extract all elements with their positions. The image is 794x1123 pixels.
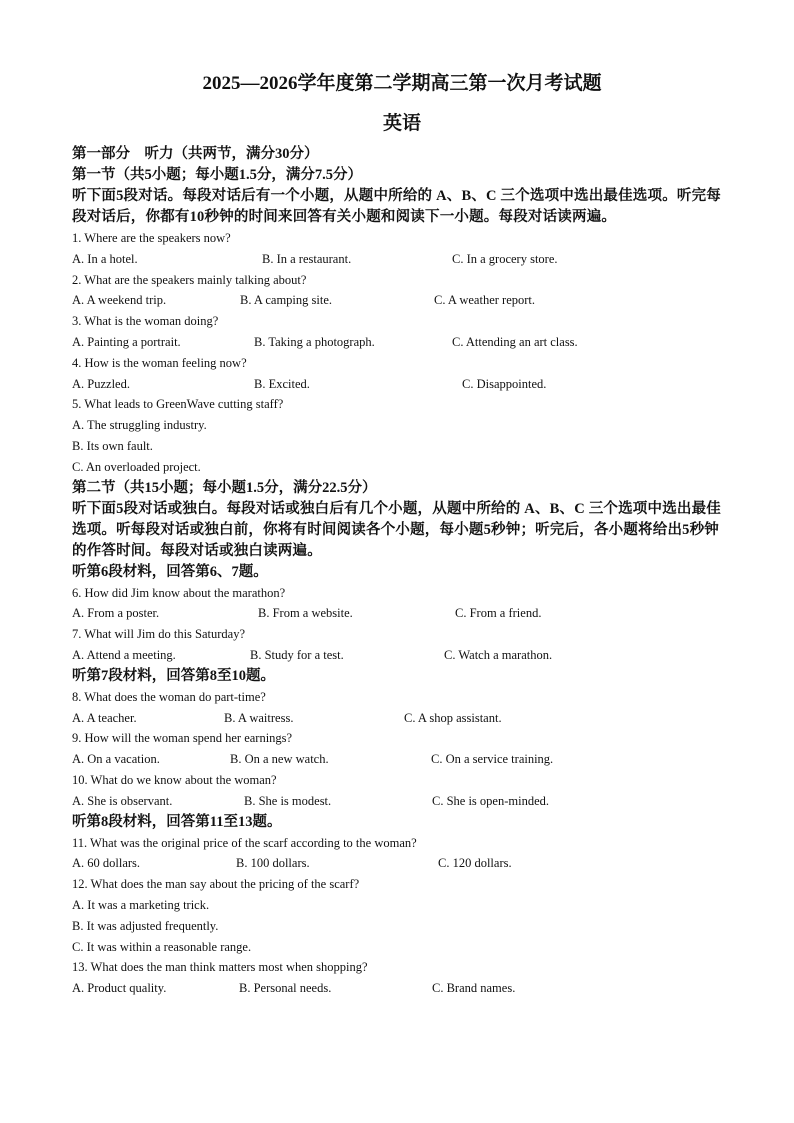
option-c: C. Disappointed. [462, 376, 547, 391]
option-c: C. She is open-minded. [432, 793, 550, 808]
option-c: C. A weather report. [434, 293, 536, 308]
options-9 [72, 749, 732, 770]
question-2: 2. What are the speakers mainly talking about? [72, 272, 307, 287]
option-b: B. Taking a photograph. [254, 334, 375, 349]
question-9: 9. How will the woman spend her earnings? [72, 731, 293, 746]
options-7 [72, 645, 732, 666]
material-8-heading: 听第8段材料，回答第11至13题。 [72, 813, 282, 830]
section2-instruction: 听下面5段对话或独白。每段对话或独白后有几个小题，从题中所给的 A、B、C 三个选项中选出最佳选项。听每段对话或独白前，你将有时间阅读各个小题，每小题5秒钟；听完后，各小题将给出5秒钟的作答时间。每段对话或独白读两遍。 [72, 500, 722, 559]
option-b: B. A waitress. [224, 710, 294, 725]
section2-heading: 第二节（共15小题；每小题1.5分，满分22.5分） [72, 479, 377, 496]
material-7-heading: 听第7段材料，回答第8至10题。 [72, 667, 275, 684]
option-b: B. On a new watch. [230, 752, 329, 767]
option-a: A. On a vacation. [72, 752, 160, 767]
options-3 [72, 332, 732, 353]
exam-title: 2025—2026学年度第二学期高三第一次月考试题 [202, 73, 602, 94]
question-11: 11. What was the original price of the scarf according to the woman? [72, 835, 417, 850]
question-7: 7. What will Jim do this Saturday? [72, 627, 246, 642]
option-c: C. From a friend. [455, 606, 542, 621]
option-a: A. The struggling industry. [72, 418, 207, 433]
question-5: 5. What leads to GreenWave cutting staff? [72, 397, 284, 412]
option-a: A. Attend a meeting. [72, 647, 176, 662]
material-6-heading: 听第6段材料，回答第6、7题。 [72, 563, 268, 580]
options-8 [72, 708, 732, 729]
option-b: B. It was adjusted frequently. [72, 918, 219, 933]
option-a: A. She is observant. [72, 793, 173, 808]
option-c: C. It was within a reasonable range. [72, 939, 252, 954]
option-a: A. It was a marketing trick. [72, 897, 210, 912]
option-a: A. In a hotel. [72, 251, 138, 266]
option-a: A. Product quality. [72, 981, 167, 996]
option-a: A. 60 dollars. [72, 856, 141, 871]
option-c: C. Brand names. [432, 981, 516, 996]
question-1: 1. Where are the speakers now? [72, 231, 231, 245]
option-a: A. From a poster. [72, 606, 160, 621]
option-c: C. Attending an art class. [452, 334, 578, 349]
option-b: B. 100 dollars. [236, 856, 310, 871]
option-c: C. Watch a marathon. [444, 647, 553, 662]
options-1 [72, 249, 732, 270]
option-b: B. From a website. [258, 606, 353, 621]
question-4: 4. How is the woman feeling now? [72, 355, 247, 370]
option-c: C. On a service training. [431, 752, 554, 767]
question-12: 12. What does the man say about the pricing of the scarf? [72, 877, 360, 892]
option-a: A. Puzzled. [72, 376, 130, 391]
option-a: A. Painting a portrait. [72, 334, 181, 349]
option-c: C. A shop assistant. [404, 710, 502, 725]
option-b: B. Study for a test. [250, 647, 344, 662]
option-b: B. Its own fault. [72, 438, 153, 453]
option-c: C. 120 dollars. [438, 856, 512, 871]
option-b: B. She is modest. [244, 793, 332, 808]
options-13 [72, 978, 732, 999]
options-10 [72, 791, 732, 812]
question-6: 6. How did Jim know about the marathon? [72, 585, 286, 600]
options-11 [72, 853, 732, 874]
question-8: 8. What does the woman do part-time? [72, 689, 266, 704]
options-6 [72, 603, 732, 624]
part1-heading: 第一部分 听力（共两节，满分30分） [72, 146, 319, 162]
section1-heading: 第一节（共5小题；每小题1.5分，满分7.5分） [72, 167, 362, 183]
options-2 [72, 290, 732, 311]
option-b: B. Excited. [254, 376, 310, 391]
section1-instruction: 听下面5段对话。每段对话后有一个小题，从题中所给的 A、B、C 三个选项中选出最佳选项。听完每段对话后，你都有10秒钟的时间来回答有关小题和阅读下一小题。每段对话读两遍。 [72, 188, 722, 225]
question-3: 3. What is the woman doing? [72, 314, 219, 329]
option-c: C. In a grocery store. [452, 251, 558, 266]
question-13: 13. What does the man think matters most when shopping? [72, 960, 368, 975]
option-b: B. In a restaurant. [262, 251, 352, 266]
option-a: A. A weekend trip. [72, 293, 167, 308]
options-4 [72, 374, 732, 395]
option-c: C. An overloaded project. [72, 459, 201, 474]
option-a: A. A teacher. [72, 710, 137, 725]
option-b: B. A camping site. [240, 293, 333, 308]
option-b: B. Personal needs. [239, 981, 332, 996]
question-10: 10. What do we know about the woman? [72, 772, 277, 787]
subject-title: 英语 [382, 113, 421, 134]
